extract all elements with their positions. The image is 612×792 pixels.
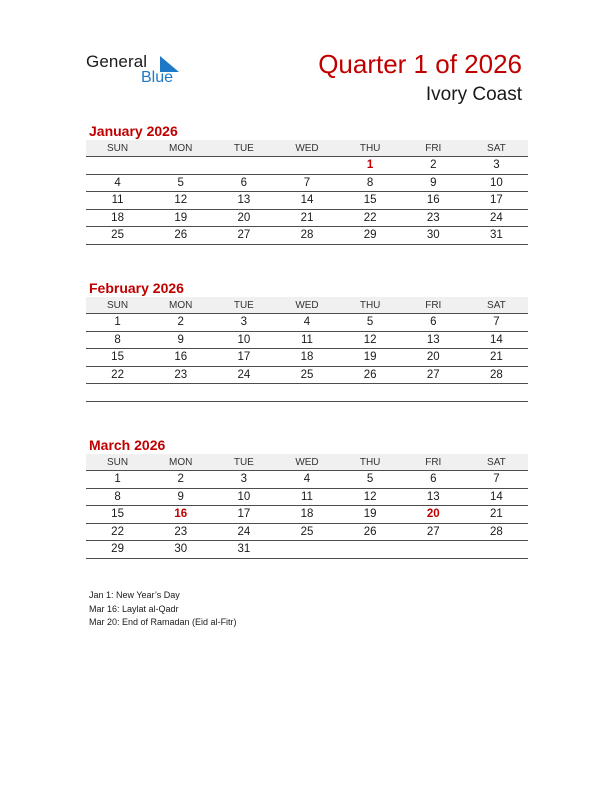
holiday-note: Mar 20: End of Ramadan (Eid al-Fitr) <box>89 617 237 627</box>
date-cell <box>402 541 465 558</box>
date-cell: 10 <box>237 490 251 503</box>
date-cell: 12 <box>174 194 188 206</box>
date-cell: 11 <box>111 194 124 206</box>
date-cell: 2 <box>177 316 184 328</box>
date-cell: 5 <box>366 316 374 328</box>
date-cell: 1 <box>114 316 121 328</box>
date-cell: 28 <box>490 525 503 538</box>
date-cell: 31 <box>490 229 503 241</box>
date-cell <box>275 384 338 401</box>
date-cell: 17 <box>237 351 251 363</box>
date-cell: 17 <box>237 508 251 520</box>
date-cell: 12 <box>363 490 377 503</box>
week-row <box>86 541 528 559</box>
date-cell: 11 <box>301 490 313 503</box>
month-title: March 2026 <box>89 437 166 453</box>
holiday-note: Mar 16: Laylat al-Qadr <box>89 603 179 614</box>
date-cell: 31 <box>237 543 251 555</box>
date-cell <box>86 157 149 174</box>
month-title: February 2026 <box>89 280 184 296</box>
date-cell: 8 <box>114 333 121 346</box>
date-cell: 16 <box>426 194 440 206</box>
page-title: Quarter 1 of 2026 <box>318 49 522 79</box>
week-row <box>86 175 528 193</box>
logo-word-general: General <box>86 52 148 71</box>
date-cell: 7 <box>493 473 500 485</box>
date-cell: 20 <box>426 351 440 363</box>
date-cell: 19 <box>174 211 188 224</box>
date-cell: 27 <box>426 525 440 538</box>
date-cell: 26 <box>363 525 377 538</box>
date-cell: 19 <box>363 508 377 520</box>
date-cell: 18 <box>111 211 124 224</box>
date-cell: 5 <box>177 176 184 189</box>
date-cell: 18 <box>300 351 314 363</box>
weekday-label: THU <box>359 143 381 154</box>
date-cell: 27 <box>426 368 440 381</box>
week-row <box>86 314 528 332</box>
date-cell <box>339 541 402 558</box>
date-cell <box>275 541 338 558</box>
date-cell: 16 <box>174 351 188 363</box>
date-cell <box>212 384 275 401</box>
date-cell: 29 <box>111 543 124 555</box>
holiday-note: Jan 1: New Year’s Day <box>89 590 180 600</box>
date-cell: 19 <box>363 351 377 363</box>
date-cell: 30 <box>174 543 188 555</box>
date-cell: 26 <box>174 229 188 241</box>
weekday-label: SUN <box>107 143 129 154</box>
date-cell <box>339 384 402 401</box>
date-cell: 22 <box>111 525 124 538</box>
date-cell: 24 <box>237 525 251 538</box>
weekday-label: TUE <box>233 457 254 468</box>
week-row <box>86 227 528 245</box>
date-cell: 3 <box>240 316 248 328</box>
date-cell: 29 <box>363 229 377 241</box>
date-cell: 6 <box>430 316 437 328</box>
date-cell: 18 <box>300 508 314 520</box>
date-cell: 14 <box>490 333 503 346</box>
weekday-header-row <box>86 140 528 157</box>
date-cell: 23 <box>174 525 188 538</box>
weekday-label: MON <box>169 457 193 468</box>
weekday-label: SUN <box>107 457 129 468</box>
holiday-date-cell: 20 <box>426 508 440 520</box>
week-row <box>86 471 528 489</box>
weekday-label: FRI <box>425 143 442 154</box>
date-cell: 8 <box>114 490 121 503</box>
date-cell: 11 <box>301 333 313 346</box>
date-cell: 6 <box>240 176 248 189</box>
date-cell: 26 <box>363 368 377 381</box>
week-row <box>86 349 528 367</box>
date-cell: 25 <box>300 368 314 381</box>
date-cell: 24 <box>490 211 503 224</box>
date-cell: 27 <box>237 229 251 241</box>
date-cell <box>149 157 212 174</box>
date-cell: 13 <box>237 194 251 206</box>
date-cell: 28 <box>490 368 503 381</box>
weekday-header-row <box>86 454 528 471</box>
weekday-label: WED <box>295 457 319 468</box>
weekday-label: SUN <box>107 300 129 311</box>
date-cell: 23 <box>174 368 188 381</box>
weekday-label: FRI <box>425 300 442 311</box>
date-cell: 10 <box>237 333 251 346</box>
holiday-date-cell: 1 <box>366 159 374 171</box>
month-march <box>86 436 528 559</box>
week-row <box>86 489 528 507</box>
holiday-date-cell: 16 <box>174 508 188 520</box>
weekday-label: MON <box>169 300 193 311</box>
date-cell: 4 <box>303 473 311 485</box>
week-row <box>86 192 528 210</box>
date-cell <box>86 384 149 401</box>
date-cell: 20 <box>237 211 251 224</box>
week-row <box>86 524 528 542</box>
date-cell: 9 <box>430 176 437 189</box>
country-name: Ivory Coast <box>425 84 522 105</box>
date-cell: 4 <box>114 176 121 189</box>
date-cell <box>402 384 465 401</box>
week-row <box>86 210 528 228</box>
week-row <box>86 332 528 350</box>
date-cell: 14 <box>300 194 314 206</box>
date-cell: 12 <box>363 333 377 346</box>
date-cell: 9 <box>177 333 184 346</box>
date-cell: 10 <box>490 176 503 189</box>
month-february <box>86 279 528 402</box>
month-title: January 2026 <box>89 123 178 139</box>
week-row <box>86 384 528 402</box>
date-cell: 15 <box>111 351 124 363</box>
date-cell: 6 <box>430 473 437 485</box>
weekday-label: THU <box>359 300 381 311</box>
weekday-label: SAT <box>487 143 506 154</box>
date-cell <box>149 384 212 401</box>
date-cell <box>465 384 528 401</box>
date-cell: 25 <box>300 525 314 538</box>
weekday-label: MON <box>169 143 193 154</box>
calendar-grid <box>86 297 528 402</box>
date-cell: 21 <box>490 508 503 520</box>
weekday-header-row <box>86 297 528 314</box>
weekday-label: WED <box>295 143 319 154</box>
date-cell: 7 <box>493 316 500 328</box>
date-cell <box>465 541 528 558</box>
weekday-label: THU <box>359 457 381 468</box>
date-cell: 21 <box>490 351 503 363</box>
date-cell: 3 <box>493 159 500 171</box>
date-cell: 25 <box>111 229 124 241</box>
date-cell: 15 <box>111 508 124 520</box>
date-cell: 4 <box>303 316 311 328</box>
date-cell <box>212 157 275 174</box>
holiday-notes <box>89 589 237 630</box>
date-cell: 22 <box>111 368 124 381</box>
logo-word-blue: Blue <box>141 69 174 86</box>
weekday-label: SAT <box>487 300 506 311</box>
date-cell: 23 <box>426 211 440 224</box>
date-cell: 28 <box>300 229 314 241</box>
calendar-grid <box>86 140 528 245</box>
date-cell: 21 <box>300 211 314 224</box>
weekday-label: FRI <box>425 457 442 468</box>
generalblue-logo <box>86 52 186 92</box>
date-cell: 5 <box>366 473 374 485</box>
weekday-label: WED <box>295 300 319 311</box>
date-cell: 3 <box>240 473 248 485</box>
week-row <box>86 506 528 524</box>
date-cell: 9 <box>177 490 184 503</box>
date-cell: 2 <box>430 159 437 171</box>
date-cell: 13 <box>426 490 440 503</box>
month-january <box>86 122 528 245</box>
date-cell: 15 <box>363 194 377 206</box>
weekday-label: TUE <box>233 143 254 154</box>
week-row <box>86 157 528 175</box>
date-cell: 30 <box>426 229 440 241</box>
weekday-label: TUE <box>233 300 254 311</box>
week-row <box>86 367 528 385</box>
weekday-label: SAT <box>487 457 506 468</box>
date-cell: 2 <box>177 473 184 485</box>
date-cell <box>275 157 338 174</box>
date-cell: 7 <box>303 176 311 189</box>
date-cell: 13 <box>426 333 440 346</box>
date-cell: 22 <box>363 211 377 224</box>
date-cell: 8 <box>366 176 374 189</box>
date-cell: 17 <box>490 194 503 206</box>
date-cell: 1 <box>114 473 121 485</box>
date-cell: 14 <box>490 490 503 503</box>
calendar-grid <box>86 454 528 559</box>
date-cell: 24 <box>237 368 251 381</box>
